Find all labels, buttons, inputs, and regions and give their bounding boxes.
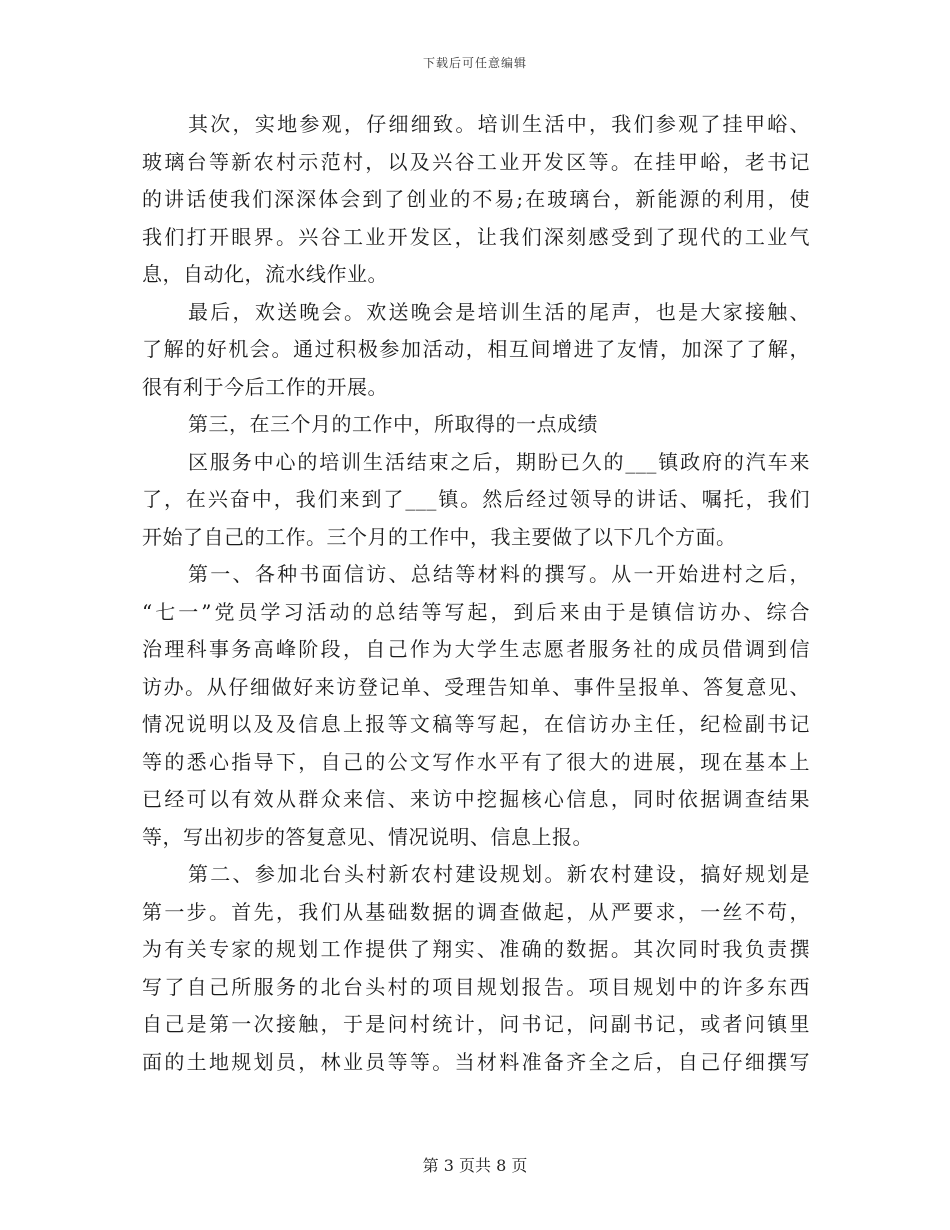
- text-line: 已经可以有效从群众来信、来访中挖掘核心信息，同时依据调查结果: [142, 787, 810, 811]
- document-body: [142, 106, 810, 1081]
- text-line: 区服务中心的培训生活结束之后，期盼已久的___镇政府的汽车来: [188, 449, 810, 474]
- text-line: 访办。从仔细做好来访登记单、受理告知单、事件呈报单、答复意见、: [142, 674, 810, 699]
- text-line: 我们打开眼界。兴谷工业开发区，让我们深刻感受到了现代的工业气: [142, 224, 810, 249]
- page-footer: 第 3 页共 8 页: [422, 1156, 528, 1175]
- text-line: 其次，实地参观，仔细细致。培训生活中，我们参观了挂甲峪、: [188, 112, 810, 136]
- text-line: 为有关专家的规划工作提供了翔实、准确的数据。其次同时我负责撰: [142, 937, 810, 961]
- text-line: 了解的好机会。通过积极参加活动，相互间增进了友情，加深了了解，: [142, 337, 810, 361]
- text-line: 情况说明以及及信息上报等文稿等写起，在信访办主任，纪检副书记: [142, 712, 810, 736]
- text-line: 开始了自己的工作。三个月的工作中，我主要做了以下几个方面。: [142, 524, 737, 549]
- text-line: 等的悉心指导下，自己的公文写作水平有了很大的进展，现在基本上: [142, 749, 810, 774]
- text-line: 第一步。首先，我们从基础数据的调查做起，从严要求，一丝不苟，: [142, 899, 810, 924]
- text-line: 了，在兴奋中，我们来到了___镇。然后经过领导的讲话、嘱托，我们: [142, 487, 810, 511]
- text-line: 治理科事务高峰阶段，自己作为大学生志愿者服务社的成员借调到信: [142, 637, 810, 661]
- page-header: 下载后可任意编辑: [422, 56, 527, 70]
- text-line: 最后，欢送晚会。欢送晚会是培训生活的尾声，也是大家接触、: [188, 299, 810, 324]
- text-line: 自己是第一次接触，于是问村统计，问书记，问副书记，或者问镇里: [142, 1012, 810, 1036]
- text-line: 写了自己所服务的北台头村的项目规划报告。项目规划中的许多东西: [142, 974, 810, 999]
- text-line: 很有利于今后工作的开展。: [142, 374, 388, 399]
- text-line: 等，写出初步的答复意见、情况说明、信息上报。: [142, 824, 593, 849]
- text-line: 第二、参加北台头村新农村建设规划。新农村建设，搞好规划是: [188, 862, 810, 886]
- text-line: 第一、各种书面信访、总结等材料的撰写。从一开始进村之后，: [188, 562, 810, 586]
- text-line: “七一”党员学习活动的总结等写起，到后来由于是镇信访办、综合: [142, 599, 810, 624]
- text-line: 息，自动化，流水线作业。: [142, 262, 388, 286]
- text-line: 玻璃台等新农村示范村，以及兴谷工业开发区等。在挂甲峪，老书记: [142, 149, 810, 174]
- text-line: 的讲话使我们深深体会到了创业的不易;在玻璃台，新能源的利用，使: [142, 187, 810, 211]
- text-line: 第三，在三个月的工作中，所取得的一点成绩: [188, 412, 598, 436]
- text-line: 面的土地规划员，林业员等等。当材料准备齐全之后，自己仔细撰写: [142, 1049, 810, 1074]
